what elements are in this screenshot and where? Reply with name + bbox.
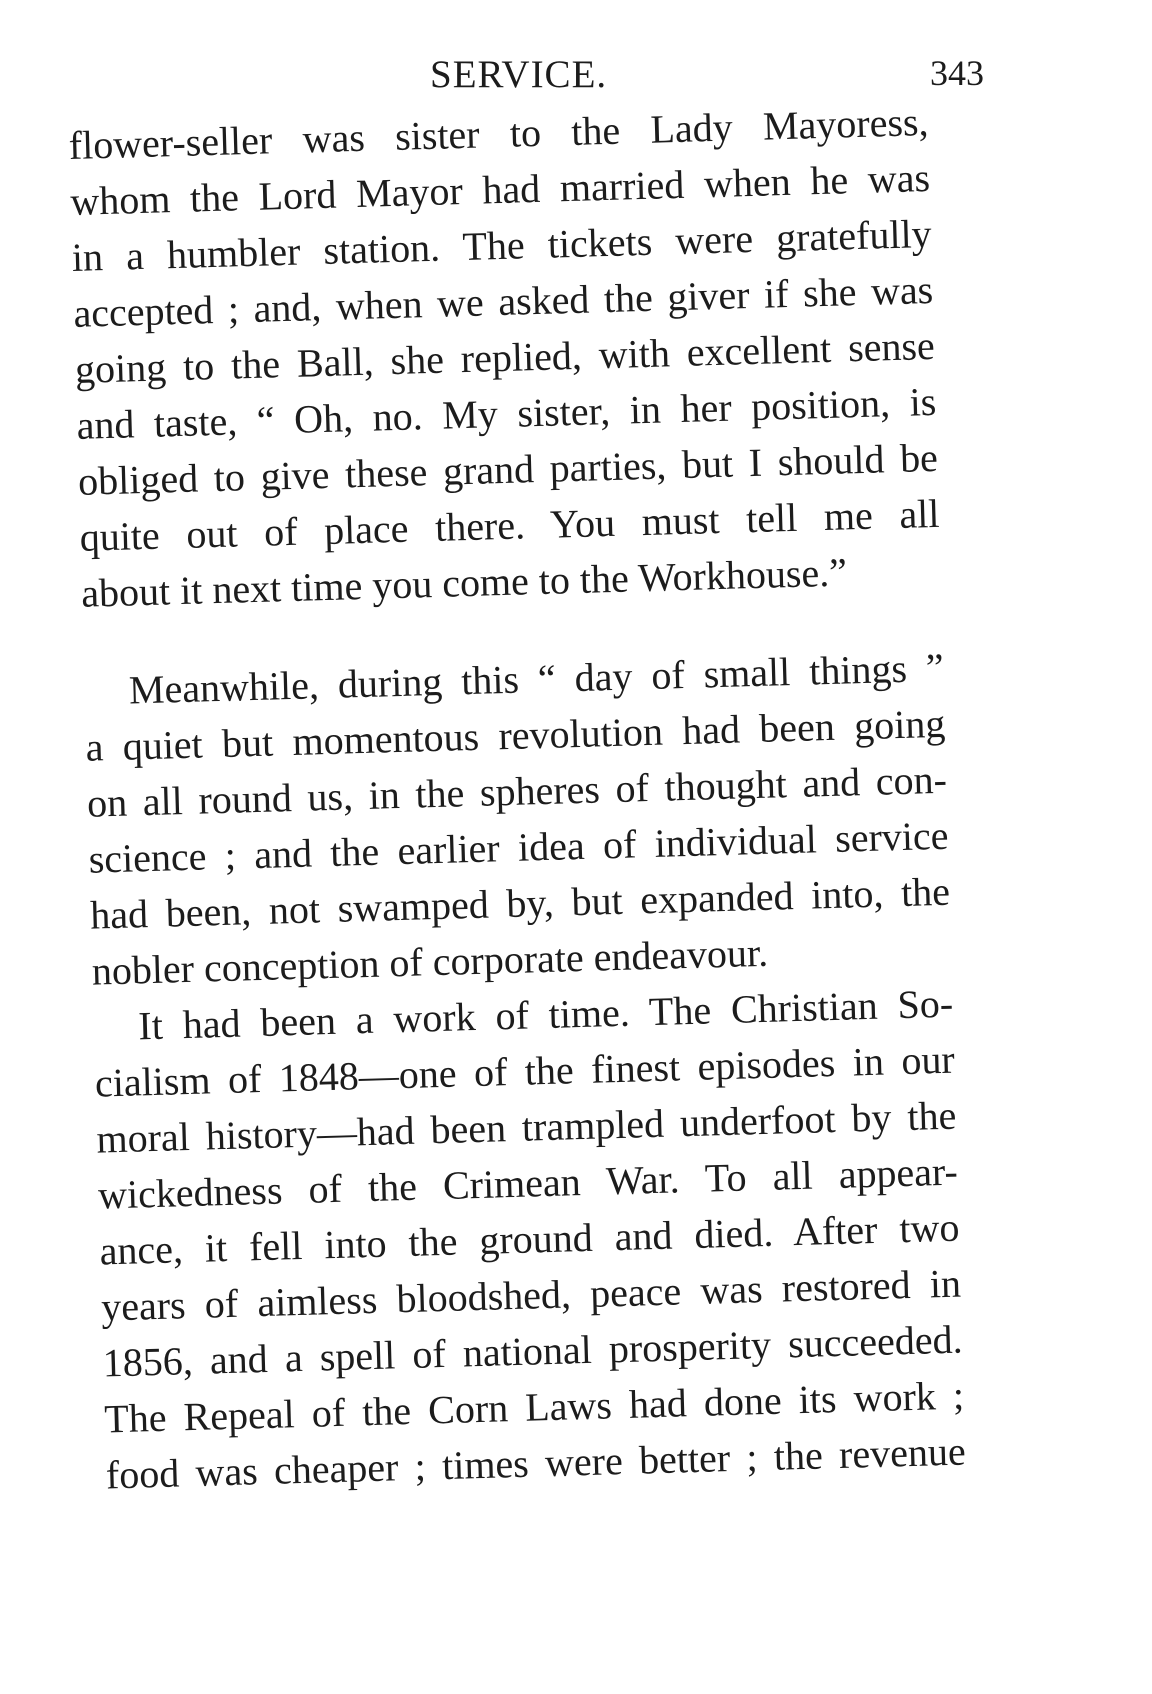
paragraph-work-of-time: [93, 973, 1067, 1504]
text-line: 1856, and a spell of national prosperity succeeded.: [102, 1316, 964, 1386]
text-line: Meanwhile, during this “ day of small things ”: [128, 644, 945, 713]
text-line: about it next time you come to the Workhouse.”: [80, 549, 848, 616]
text-line: and taste, “ Oh, no. My sister, in her position, is: [75, 378, 937, 448]
text-line: quite out of place there. You must tell me all: [79, 490, 941, 560]
text-line: had been, not swamped by, but expanded into, the: [89, 868, 951, 938]
text-line: obliged to give these grand parties, but I should be: [77, 434, 939, 504]
text-line: on all round us, in the spheres of thought and con-: [86, 756, 948, 826]
text-line: accepted ; and, when we asked the giver if she was: [72, 266, 934, 336]
page-header: [60, 52, 1010, 102]
text-line: science ; and the earlier idea of individual service: [88, 812, 949, 882]
text-line: food was cheaper ; times were better ; the revenue: [105, 1428, 967, 1498]
text-line: whom the Lord Mayor had married when he was: [69, 154, 931, 224]
text-line: flower-seller was sister to the Lady Mayoress,: [68, 98, 930, 168]
text-line: going to the Ball, she replied, with excellent sense: [74, 322, 936, 392]
running-head: SERVICE.: [430, 53, 608, 96]
paragraph-meanwhile: [83, 637, 1052, 1000]
text-line: The Repeal of the Corn Laws had done its work ;: [103, 1372, 965, 1442]
text-line: cialism of 1848—one of the finest episodes in our: [94, 1036, 956, 1106]
text-line: ance, it fell into the ground and died. After two: [99, 1204, 960, 1274]
text-line: in a humbler station. The tickets were gratefully: [71, 210, 933, 280]
text-line: a quiet but momentous revolution had been going: [84, 700, 946, 770]
text-line: nobler conception of corporate endeavour.: [91, 929, 769, 994]
body-text: [68, 91, 1066, 1503]
text-line: moral history—had been trampled underfoot by the: [95, 1092, 957, 1162]
text-line: It had been a work of time. The Christian So-: [137, 980, 954, 1049]
text-line: wickedness of the Crimean War. To all appear-: [97, 1148, 959, 1218]
paragraph-continuation: [68, 91, 1042, 622]
page-number: 343: [930, 53, 984, 93]
text-line: years of aimless bloodshed, peace was restored in: [100, 1260, 962, 1330]
